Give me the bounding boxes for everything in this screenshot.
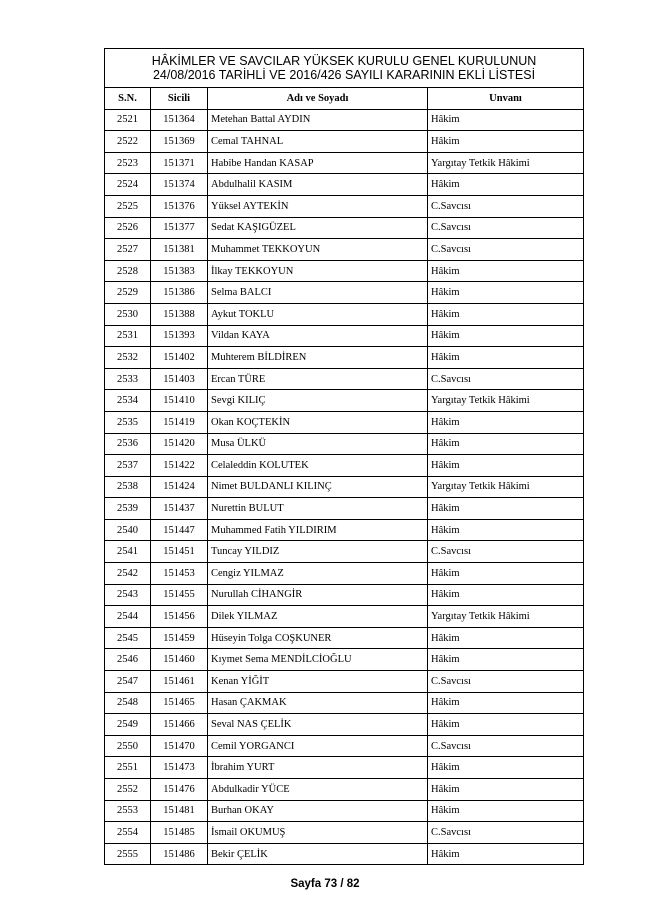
row-name: Muhammed Fatih YILDIRIM [208,519,428,541]
row-sn: 2543 [105,584,151,606]
row-sicil: 151386 [151,282,208,304]
row-title: Hâkim [428,627,584,649]
row-title: C.Savcısı [428,239,584,261]
row-sicil: 151424 [151,476,208,498]
col-header-title: Unvanı [428,88,584,110]
row-sn: 2536 [105,433,151,455]
row-name: Sevgi KILIÇ [208,390,428,412]
table-row [105,195,584,217]
row-sn: 2526 [105,217,151,239]
row-sn: 2554 [105,822,151,844]
row-sn: 2533 [105,368,151,390]
row-title: C.Savcısı [428,217,584,239]
row-sicil: 151476 [151,779,208,801]
table-row [105,498,584,520]
row-title: C.Savcısı [428,541,584,563]
row-name: Abdulhalil KASIM [208,174,428,196]
table-row [105,563,584,585]
row-sn: 2553 [105,800,151,822]
row-title: Hâkim [428,260,584,282]
row-sicil: 151459 [151,627,208,649]
row-sicil: 151376 [151,195,208,217]
row-sicil: 151381 [151,239,208,261]
row-sicil: 151486 [151,843,208,865]
table-row [105,325,584,347]
row-name: Selma BALCI [208,282,428,304]
row-sn: 2540 [105,519,151,541]
row-name: Tuncay YILDIZ [208,541,428,563]
row-sn: 2521 [105,109,151,131]
row-title: Hâkim [428,563,584,585]
row-sicil: 151393 [151,325,208,347]
row-sn: 2549 [105,714,151,736]
row-title: Hâkim [428,282,584,304]
row-sicil: 151485 [151,822,208,844]
row-name: Nimet BULDANLI KILINÇ [208,476,428,498]
row-sn: 2538 [105,476,151,498]
row-sn: 2525 [105,195,151,217]
row-sn: 2547 [105,671,151,693]
table-row [105,131,584,153]
row-sicil: 151447 [151,519,208,541]
row-title: Yargıtay Tetkik Hâkimi [428,606,584,628]
row-title: Hâkim [428,347,584,369]
row-title: Hâkim [428,649,584,671]
row-title: Hâkim [428,455,584,477]
table-row [105,174,584,196]
row-name: Abdulkadir YÜCE [208,779,428,801]
row-name: Seval NAS ÇELİK [208,714,428,736]
row-title: Hâkim [428,325,584,347]
row-name: İlkay TEKKOYUN [208,260,428,282]
row-sicil: 151402 [151,347,208,369]
row-name: Cemal TAHNAL [208,131,428,153]
row-sn: 2532 [105,347,151,369]
row-title: C.Savcısı [428,195,584,217]
row-sicil: 151383 [151,260,208,282]
table-row [105,260,584,282]
table-row [105,735,584,757]
table-row [105,671,584,693]
table-row [105,800,584,822]
row-sn: 2552 [105,779,151,801]
row-name: Muhammet TEKKOYUN [208,239,428,261]
row-sn: 2544 [105,606,151,628]
table-row [105,433,584,455]
row-sicil: 151473 [151,757,208,779]
personnel-table [104,48,584,865]
table-row [105,649,584,671]
row-sn: 2541 [105,541,151,563]
row-name: Cemil YORGANCI [208,735,428,757]
row-name: Burhan OKAY [208,800,428,822]
table-row [105,152,584,174]
row-name: Dilek YILMAZ [208,606,428,628]
row-sn: 2535 [105,411,151,433]
row-sicil: 151437 [151,498,208,520]
row-title: Yargıtay Tetkik Hâkimi [428,390,584,412]
row-sn: 2537 [105,455,151,477]
row-sn: 2528 [105,260,151,282]
row-sicil: 151410 [151,390,208,412]
row-sicil: 151369 [151,131,208,153]
row-name: Nurullah CİHANGİR [208,584,428,606]
row-sicil: 151419 [151,411,208,433]
col-header-sn: S.N. [105,88,151,110]
row-sicil: 151453 [151,563,208,585]
table-row [105,347,584,369]
row-title: C.Savcısı [428,735,584,757]
row-title: Hâkim [428,800,584,822]
row-name: Vildan KAYA [208,325,428,347]
row-sn: 2542 [105,563,151,585]
row-sn: 2529 [105,282,151,304]
table-title-row [105,49,584,88]
row-name: Ercan TÜRE [208,368,428,390]
row-sn: 2527 [105,239,151,261]
row-sicil: 151403 [151,368,208,390]
table-row [105,455,584,477]
row-sn: 2523 [105,152,151,174]
table-row [105,476,584,498]
table-row [105,779,584,801]
row-name: Hüseyin Tolga COŞKUNER [208,627,428,649]
row-title: C.Savcısı [428,671,584,693]
table-row [105,411,584,433]
row-sicil: 151461 [151,671,208,693]
row-name: Hasan ÇAKMAK [208,692,428,714]
row-sicil: 151364 [151,109,208,131]
row-title: Yargıtay Tetkik Hâkimi [428,152,584,174]
row-name: Muhterem BİLDİREN [208,347,428,369]
table-row [105,519,584,541]
row-sicil: 151374 [151,174,208,196]
table-row [105,282,584,304]
row-sicil: 151465 [151,692,208,714]
row-sicil: 151420 [151,433,208,455]
row-sn: 2551 [105,757,151,779]
row-title: Hâkim [428,433,584,455]
row-title: Hâkim [428,109,584,131]
row-sn: 2545 [105,627,151,649]
row-sn: 2550 [105,735,151,757]
table-row [105,627,584,649]
table-row [105,368,584,390]
table-row [105,822,584,844]
row-name: Yüksel AYTEKİN [208,195,428,217]
row-title: Hâkim [428,779,584,801]
table-row [105,757,584,779]
row-sn: 2539 [105,498,151,520]
table-row [105,584,584,606]
row-title: Hâkim [428,692,584,714]
row-sicil: 151371 [151,152,208,174]
row-title: Hâkim [428,303,584,325]
title-line-1: HÂKİMLER VE SAVCILAR YÜKSEK KURULU GENEL KURULUNUN [151,54,537,68]
table-row [105,606,584,628]
table-row [105,303,584,325]
row-sn: 2548 [105,692,151,714]
table-row [105,217,584,239]
row-name: Kenan YİĞİT [208,671,428,693]
row-name: Aykut TOKLU [208,303,428,325]
row-sn: 2555 [105,843,151,865]
row-sn: 2534 [105,390,151,412]
row-sn: 2546 [105,649,151,671]
row-name: İsmail OKUMUŞ [208,822,428,844]
row-title: C.Savcısı [428,822,584,844]
row-sn: 2522 [105,131,151,153]
row-title: Hâkim [428,714,584,736]
row-name: İbrahim YURT [208,757,428,779]
row-sicil: 151455 [151,584,208,606]
header-row [105,88,584,110]
row-name: Kıymet Sema MENDİLCİOĞLU [208,649,428,671]
row-title: Hâkim [428,519,584,541]
row-name: Bekir ÇELİK [208,843,428,865]
row-sicil: 151466 [151,714,208,736]
row-sicil: 151377 [151,217,208,239]
row-sicil: 151460 [151,649,208,671]
row-title: Hâkim [428,498,584,520]
row-name: Nurettin BULUT [208,498,428,520]
row-name: Metehan Battal AYDIN [208,109,428,131]
table-row [105,714,584,736]
row-title: Hâkim [428,584,584,606]
row-title: Hâkim [428,131,584,153]
col-header-sicil: Sicili [151,88,208,110]
row-name: Celaleddin KOLUTEK [208,455,428,477]
row-title: Hâkim [428,757,584,779]
row-name: Okan KOÇTEKİN [208,411,428,433]
col-header-name: Adı ve Soyadı [208,88,428,110]
table-row [105,692,584,714]
row-name: Cengiz YILMAZ [208,563,428,585]
row-title: Hâkim [428,843,584,865]
table-row [105,541,584,563]
row-sn: 2531 [105,325,151,347]
row-sn: 2530 [105,303,151,325]
row-title: Yargıtay Tetkik Hâkimi [428,476,584,498]
row-name: Habibe Handan KASAP [208,152,428,174]
row-sicil: 151451 [151,541,208,563]
row-sicil: 151481 [151,800,208,822]
row-title: C.Savcısı [428,368,584,390]
table-row [105,109,584,131]
row-sicil: 151456 [151,606,208,628]
row-sn: 2524 [105,174,151,196]
table-row [105,843,584,865]
table-row [105,239,584,261]
page-number: Sayfa 73 / 82 [290,878,360,890]
table-row [105,390,584,412]
row-sicil: 151388 [151,303,208,325]
table-title [105,49,584,88]
row-title: Hâkim [428,174,584,196]
row-sicil: 151470 [151,735,208,757]
row-name: Sedat KAŞIGÜZEL [208,217,428,239]
row-title: Hâkim [428,411,584,433]
row-sicil: 151422 [151,455,208,477]
row-name: Musa ÜLKÜ [208,433,428,455]
title-line-2: 24/08/2016 TARİHLİ VE 2016/426 SAYILI KARARININ EKLİ LİSTESİ [152,68,536,82]
